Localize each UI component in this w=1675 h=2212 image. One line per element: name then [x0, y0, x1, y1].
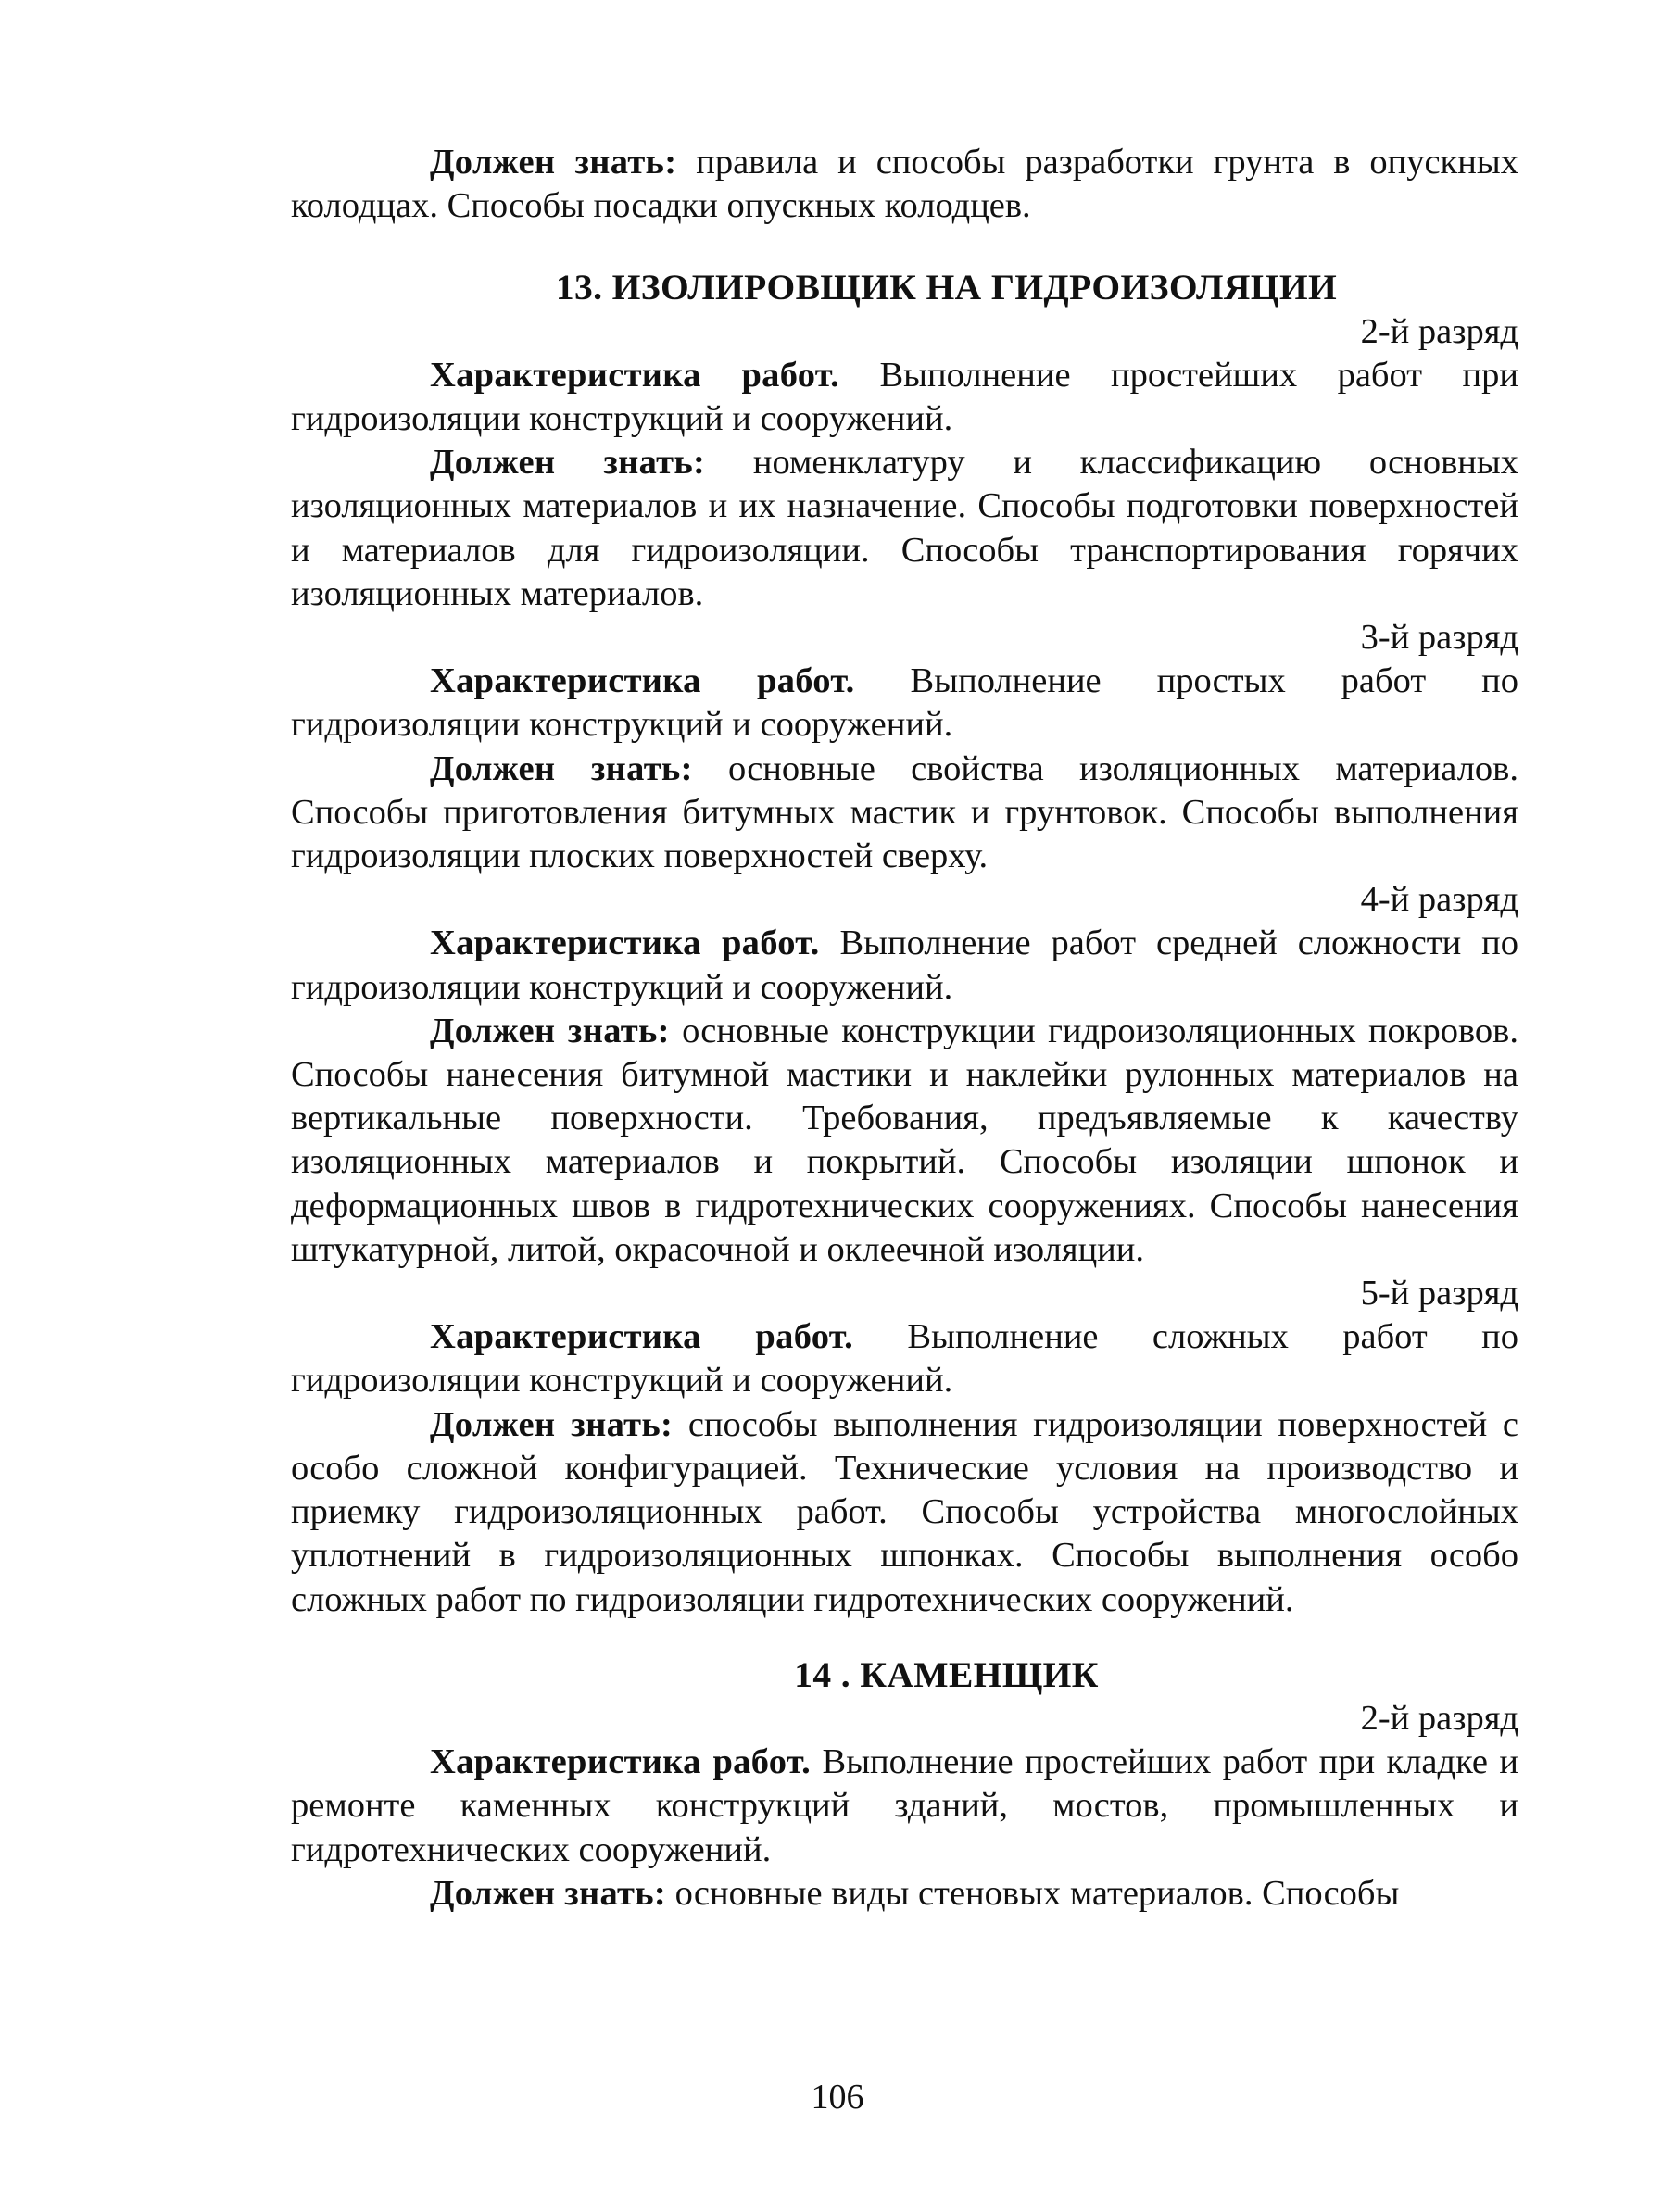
work-characteristic-text: Выполнение простейших работ при кладке и ремонте каменных конструкций зданий, мостов, промышленных и гидротехнических сооружений. [291, 1742, 1518, 1869]
section-14-heading: 14 . КАМЕНЩИК [794, 1653, 1099, 1695]
work-characteristic-text: Выполнение работ средней сложности по гидроизоляции конструкций и сооружений. [291, 924, 1518, 1007]
work-characteristic-label: Характеристика работ. [430, 1317, 854, 1357]
grade-label: 5-й разряд [1360, 1274, 1518, 1313]
intro-paragraph [291, 141, 1518, 228]
section-13-heading: 13. ИЗОЛИРОВЩИК НА ГИДРОИЗОЛЯЦИИ [555, 267, 1338, 308]
must-know-label: Должен знать: [430, 143, 677, 182]
must-know-paragraph [291, 748, 1518, 879]
must-know-text: способы выполнения гидроизоляции поверхностей с особо сложной конфигурацией. Технические условия на производство и приемку гидроизоляционных работ. Способы устройства многослойных уплотнений в гидроизоляционных шпонках. Способы выполнения особо сложных работ по гидроизоляции гидротехнических сооружений. [291, 1404, 1518, 1619]
must-know-text: основные виды стеновых материалов. Способы [666, 1873, 1400, 1913]
must-know-paragraph [291, 1872, 1518, 1916]
work-characteristic-label: Характеристика работ. [430, 355, 840, 395]
grade-label: 2-й разряд [1360, 311, 1518, 351]
must-know-text: основные свойства изоляционных материалов. Способы приготовления битумных мастик и грунтовок. Способы выполнения гидроизоляции плоских поверхностей сверху. [291, 748, 1518, 876]
work-characteristic-label: Характеристика работ. [430, 1742, 812, 1782]
grade-label: 4-й разряд [1360, 880, 1518, 920]
must-know-label: Должен знать: [430, 1011, 670, 1050]
page-body [291, 141, 1518, 1916]
work-characteristic-paragraph [291, 354, 1518, 441]
grade-label: 2-й разряд [1360, 1698, 1518, 1738]
must-know-text: основные конструкции гидроизоляционных покровов. Способы нанесения битумной мастики и наклейки рулонных материалов на вертикальные поверхности. Требования, предъявляемые к качеству изоляционных материалов и покрытий. Способы изоляции шпонок и деформационных швов в гидротехнических сооружениях. Способы нанесения штукатурной, литой, окрасочной и оклеечной изоляции. [291, 1011, 1518, 1269]
must-know-label: Должен знать: [430, 443, 706, 483]
work-characteristic-text: Выполнение сложных работ по гидроизоляции конструкций и сооружений. [291, 1317, 1518, 1401]
work-characteristic-paragraph [291, 660, 1518, 747]
must-know-paragraph [291, 441, 1518, 616]
must-know-label: Должен знать: [430, 748, 693, 788]
must-know-paragraph [291, 1010, 1518, 1272]
work-characteristic-label: Характеристика работ. [430, 661, 855, 701]
must-know-text: номенклатуру и классификацию основных изоляционных материалов и их назначение. Способы подготовки поверхностей и материалов для гидроизоляции. Способы транспортирования горячих изоляционных материалов. [291, 443, 1518, 613]
intro-text: правила и способы разработки грунта в опускных колодцах. Способы посадки опускных колодцев. [291, 143, 1518, 226]
work-characteristic-text: Выполнение простых работ по гидроизоляции конструкций и сооружений. [291, 661, 1518, 745]
work-characteristic-paragraph [291, 922, 1518, 1009]
must-know-label: Должен знать: [430, 1404, 674, 1444]
must-know-paragraph [291, 1403, 1518, 1622]
work-characteristic-paragraph [291, 1741, 1518, 1872]
work-characteristic-label: Характеристика работ. [430, 924, 820, 963]
grade-label: 3-й разряд [1360, 618, 1518, 658]
work-characteristic-paragraph [291, 1315, 1518, 1402]
page-number: 106 [811, 2078, 864, 2117]
work-characteristic-text: Выполнение простейших работ при гидроизоляции конструкций и сооружений. [291, 355, 1518, 439]
must-know-label: Должен знать: [430, 1873, 667, 1913]
